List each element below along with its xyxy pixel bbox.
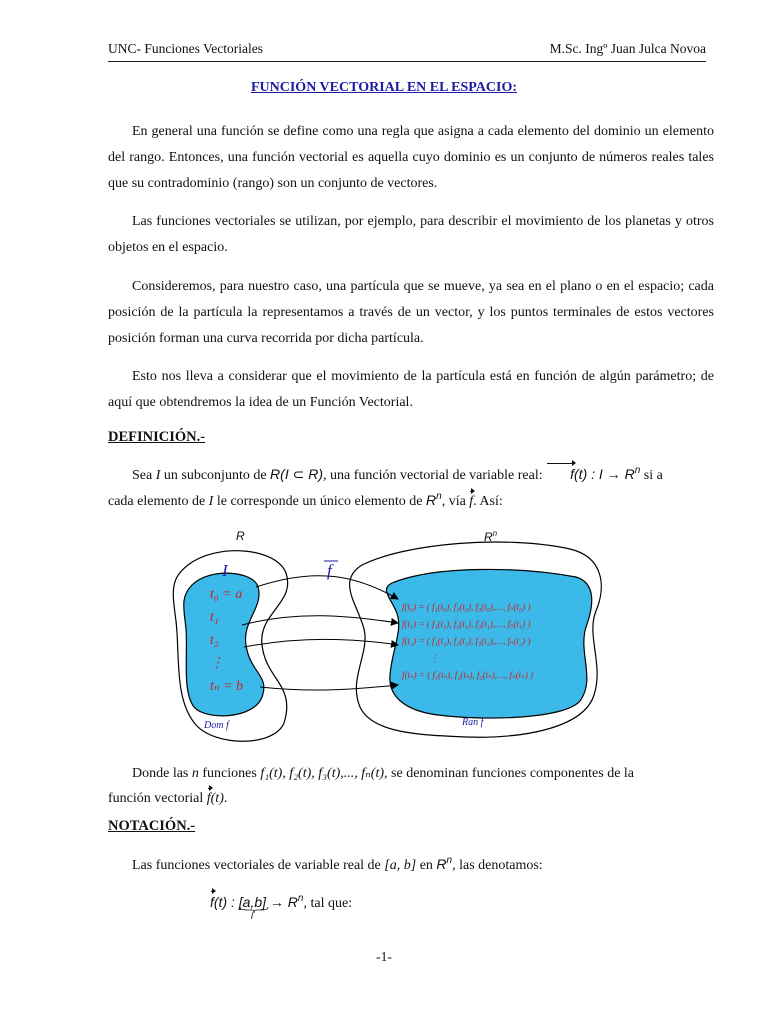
- range-item: f(t₀) = ( f₁(t₀), f₂(t₀), f₃(t₀),…, fₙ(t₀) ): [402, 602, 531, 612]
- components-line-2: función vectorial f(t).: [108, 791, 228, 806]
- domain-item: tₙ = b: [210, 679, 244, 694]
- definition-heading: DEFINICIÓN.-: [108, 429, 206, 445]
- page-header: [108, 41, 706, 62]
- range-item: ⋮: [430, 653, 439, 663]
- notation-heading: NOTACIÓN.-: [108, 818, 196, 834]
- interval-brace: [a,b] I: [238, 894, 267, 921]
- math-interval: [a, b]: [384, 858, 417, 873]
- components-line-1: Donde las n funciones f₁(t), f₂(t), f₃(t),..., fₙ(t), se denominan funciones componentes de la: [132, 766, 635, 781]
- header-author: M.Sc. Ingº Juan Julca Novoa: [549, 41, 706, 56]
- page-number: -1-: [376, 949, 392, 964]
- paragraph-1: En general una función se define como una regla que asigna a cada elemento del dominio un elemento del rango. Entonces, una función vectorial es aquella cuyo dominio es un conjunto de números reales tales que su contradominio (rango) son un conjunto de vectores.: [108, 124, 714, 191]
- math-components: f₁(t), f₂(t), f₃(t),..., fₙ(t),: [260, 766, 388, 781]
- domain-item: t₁: [210, 610, 219, 625]
- definition-line-1: Sea I un subconjunto de R(I ⊂ R), una función vectorial de variable real: f(t) : $I \to R^n$ si a: [132, 465, 663, 483]
- domain-item: t₂: [210, 633, 219, 648]
- math-subset: R(I ⊂ R): [270, 466, 323, 482]
- notation-line-2: f(t) : [a,b] I → $R^n$, tal que:: [210, 893, 353, 921]
- range-elements: [402, 599, 533, 684]
- domain-elements: [210, 583, 243, 698]
- label-f: f: [327, 561, 332, 580]
- definition-line-2: cada elemento de I le corresponde un único elemento de $R^n$, vía f. Así:: [108, 491, 503, 509]
- paragraph-3: Consideremos, para nuestro caso, una partícula que se mueve, ya sea en el plano o en el espacio; cada posición de la partícula la representamos a través de un vector, y los puntos terminales de estos vectores posición forman una curva recorrida por dicha partícula.: [108, 279, 714, 346]
- dom-label: Dom f: [204, 720, 229, 731]
- range-item: f(t₁) = ( f₁(t₁), f₂(t₁), f₃(t₁),…, fₙ(t₁) ): [402, 619, 531, 629]
- paragraph-4: Esto nos lleva a considerar que el movimiento de la partícula está en función de algún parámetro; de aquí que obtendremos la idea de un Función Vectorial.: [108, 369, 714, 410]
- range-item: f(tₙ) = ( f₁(tₙ), f₂(tₙ), f₃(tₙ),…, fₙ(tₙ) ): [402, 670, 534, 680]
- label-I: I: [222, 561, 228, 580]
- paragraph-2: Las funciones vectoriales se utilizan, por ejemplo, para describir el movimiento de los planetas y otros objetos en el espacio.: [108, 214, 714, 255]
- notation-line-1: Las funciones vectoriales de variable real de [a, b] en $R^n$, las denotamos:: [132, 855, 543, 873]
- label-R: R: [236, 529, 245, 543]
- domain-item: t₀ = a: [210, 587, 243, 602]
- mapping-diagram: [166, 525, 606, 750]
- domain-item: ⋮: [210, 656, 224, 671]
- math-function-signature: f(t) : $I \to R^n$: [546, 466, 640, 482]
- page-title: FUNCIÓN VECTORIAL EN EL ESPACIO:: [250, 80, 518, 95]
- header-course: UNC- Funciones Vectoriales: [108, 41, 263, 56]
- range-item: f(t₂) = ( f₁(t₂), f₂(t₂), f₃(t₂),…, fₙ(t₂) ): [402, 636, 531, 646]
- label-Rn: $R^n$: [484, 529, 498, 544]
- ran-label: Ran f: [462, 717, 484, 728]
- math-notation: f(t) : [a,b] I → $R^n$: [210, 893, 304, 921]
